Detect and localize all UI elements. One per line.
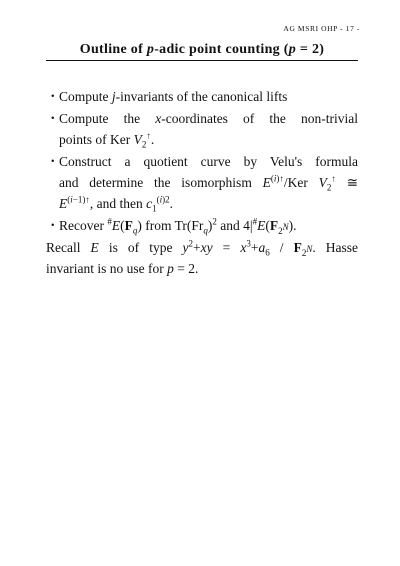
bullet-item-4 [46,215,358,236]
bullet-icon: ・ [46,154,60,169]
page-header: AG MSRI OHP - 17 - [283,24,360,33]
bullet-item-3 [46,151,358,214]
bullet-item-2 [46,108,358,150]
bullet-text-2-line-2: points of Ker $V_2^↑$. [59,130,155,150]
bullet-text-3-line-3: $E^{(i-1)↑}$, and then $c_1^{(i)2}$. [59,194,173,214]
bullet-text-1: Compute j-invariants of the canonical lifts [59,89,288,104]
bullet-text-3-line-2: and determine the isomorphism $E^{(i)↑}$/Ker $V_2^↑$ ≅ [59,173,359,193]
page-title: Outline of p-adic point counting (p = 2) [46,42,358,61]
bullet-icon: ・ [46,218,60,233]
bullet-text-3-line-1: Construct a quotient curve by Velu's formula [59,154,358,169]
bullet-text-2-line-1: Compute the x-coordinates of the non-trivial [59,111,358,126]
bullet-icon: ・ [46,111,60,126]
bullet-item-1 [46,86,358,107]
recall-line-1: Recall E is of type $y^2+xy = x^3+a_6 / F_{2^N}$. Hasse [46,238,358,258]
bullet-text-4: Recover $^{\#}E(F_q)$ from $Tr(Fr_q)^2$ and $4|^{\#}E(F_{2^N})$. [59,216,297,236]
bullet-icon: ・ [46,89,60,104]
recall-line-2: invariant is no use for p = 2. [46,261,199,276]
slide-body [46,86,358,279]
recall-paragraph [46,237,358,279]
